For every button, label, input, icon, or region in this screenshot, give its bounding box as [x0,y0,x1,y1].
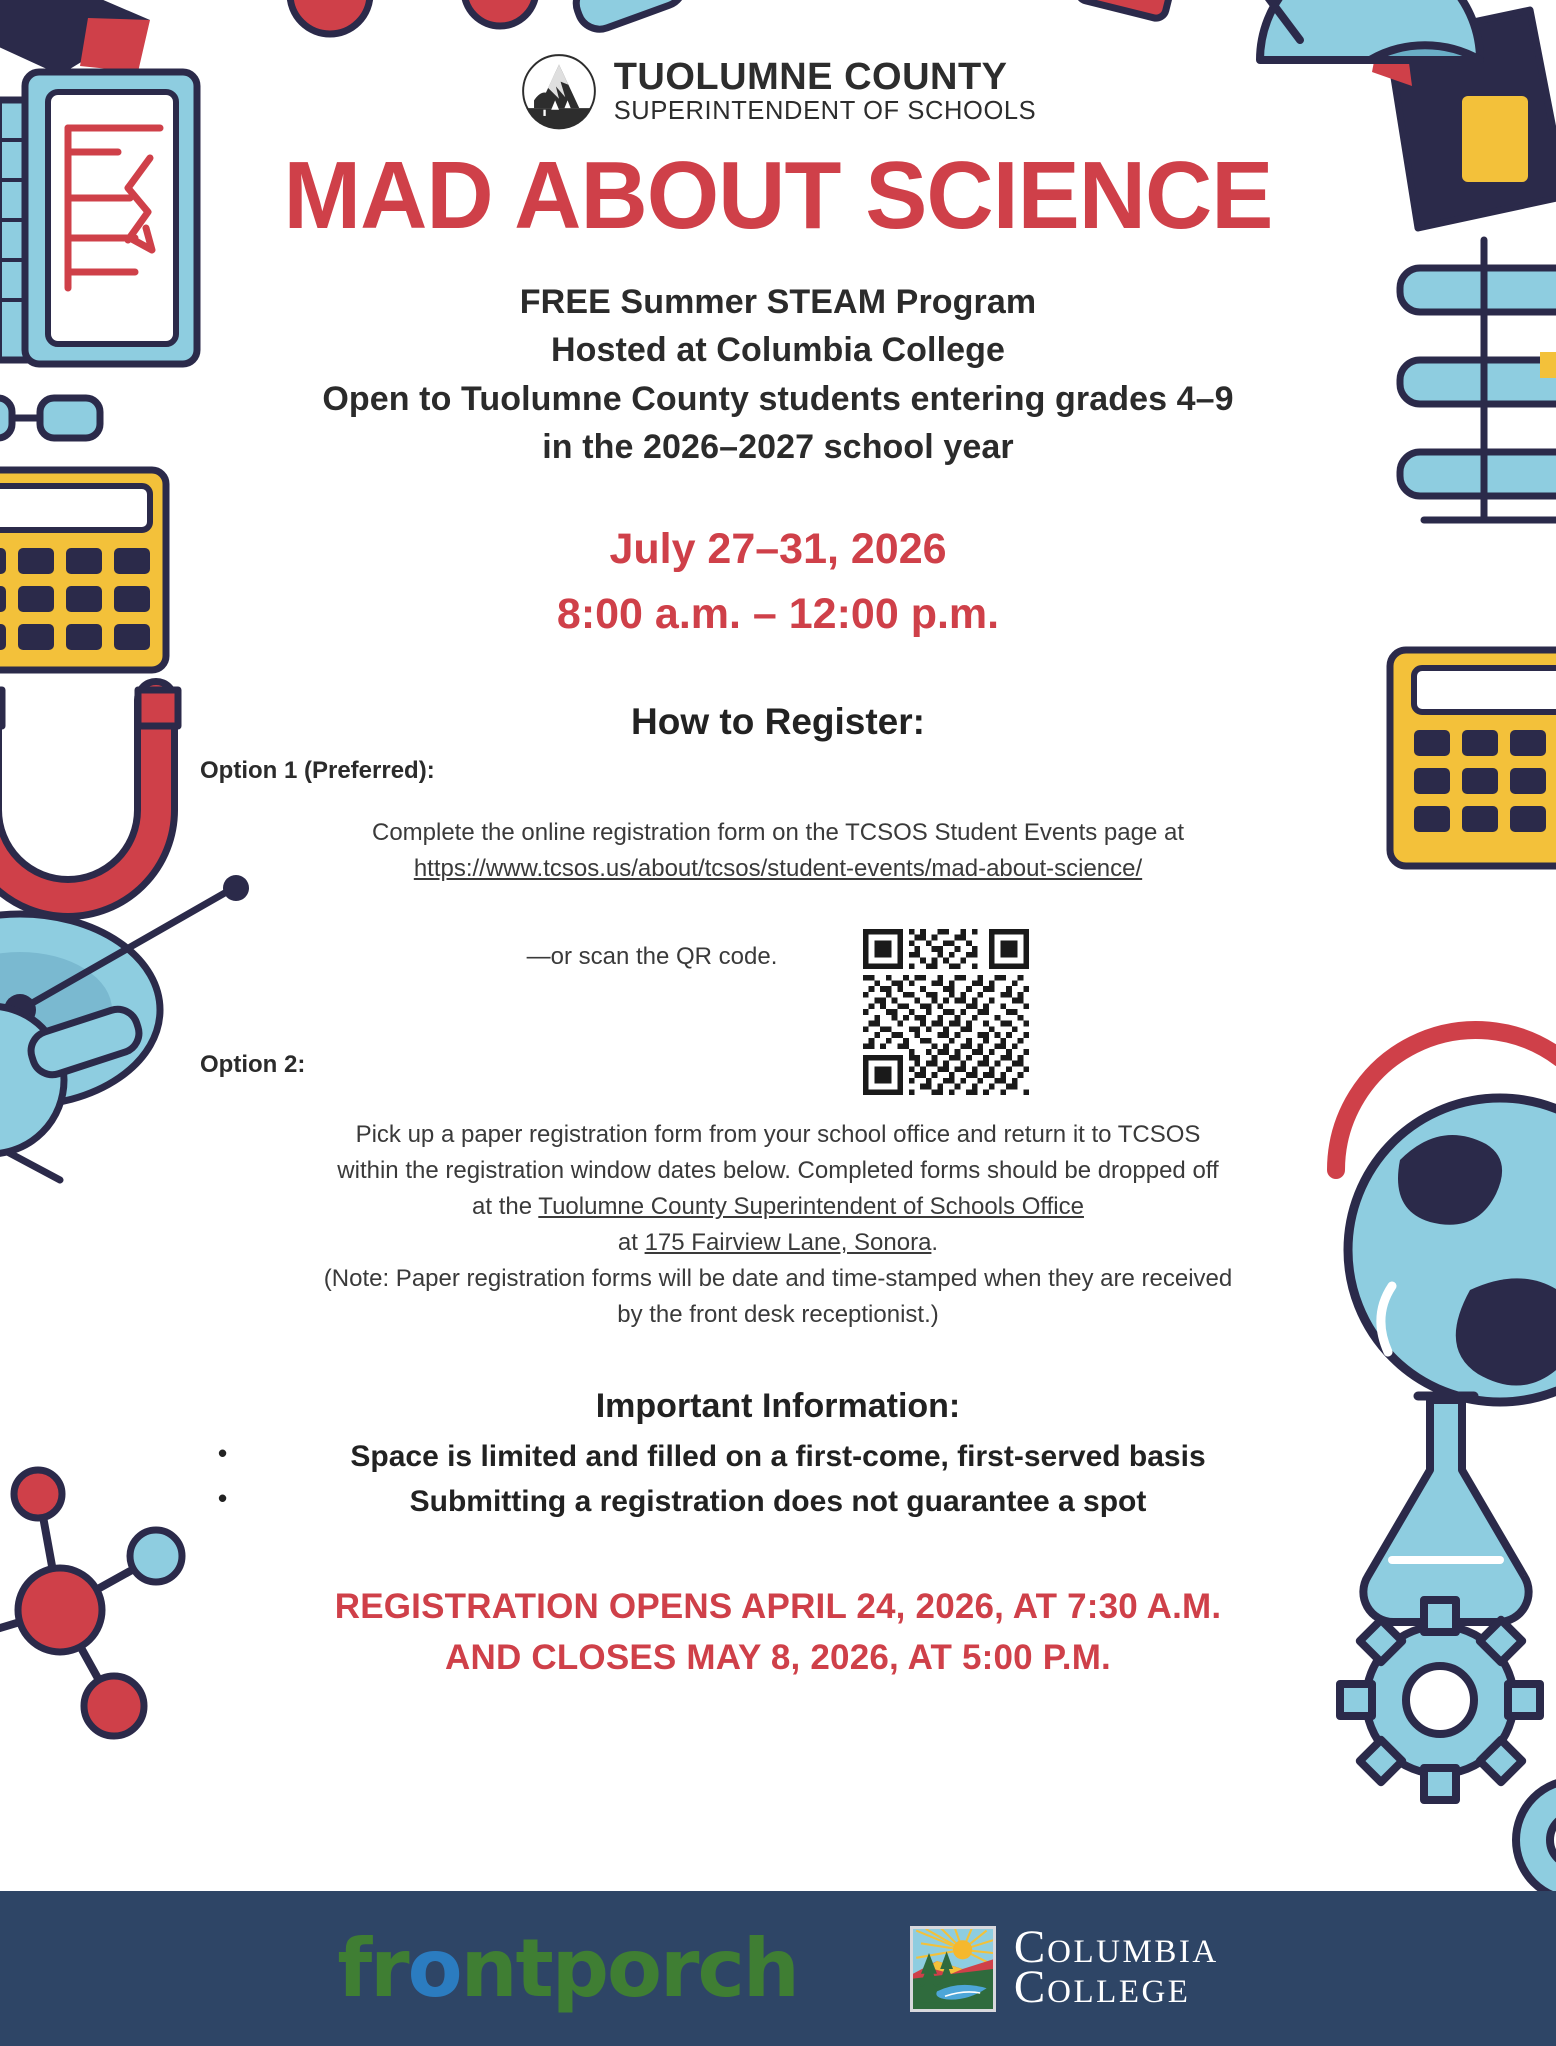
registration-window-block [200,1582,1356,1684]
option-2-line-1: Pick up a paper registration form from your school office and return it to TCSOS [355,1121,1201,1149]
subtitle-line-1: FREE Summer STEAM Program [519,283,1037,321]
list-item: • Space is limited and filled on a first-come, first-served basis [200,1434,1356,1479]
columbia-landscape-emblem-icon [910,1926,996,2012]
registration-opens-line: REGISTRATION OPENS APRIL 24, 2026, AT 7:30 A.M. [334,1587,1222,1627]
columbia-cap-c-1: C [1013,1921,1048,1974]
important-information-list [200,1434,1356,1524]
option-2-line-4-suffix: . [931,1229,939,1257]
registration-closes-line: AND CLOSES MAY 8, 2026, AT 5:00 P.M. [445,1637,1111,1677]
subtitle-line-3: Open to Tuolumne County students entering grades 4–9 [322,379,1234,418]
mountain-circle-logo-icon [520,52,598,130]
columbia-college-wordmark [1013,1921,1219,2013]
org-name-line2: SUPERINTENDENT OF SCHOOLS [613,96,1037,125]
tcsos-office-address: 175 Fairview Lane, Sonora [644,1229,932,1257]
event-dates [200,519,1356,645]
organization-wordmark [613,55,1037,125]
option-2-line-4 [200,1225,1356,1261]
option-2-line-2: within the registration window dates below. Completed forms should be dropped off [337,1157,1219,1185]
subtitle-line-2: Hosted at Columbia College [550,331,1006,370]
option-2-note-line-1: (Note: Paper registration forms will be date and time-stamped when they are received [323,1265,1233,1293]
sponsor-footer [0,1891,1556,2046]
page-title: MAD ABOUT SCIENCE [283,142,1273,249]
registration-url[interactable]: https://www.tcsos.us/about/tcsos/student-events/mad-about-science/ [413,855,1143,883]
option-2-line-3 [200,1189,1356,1225]
qr-caption: —or scan the QR code. [526,943,778,971]
event-date-range: July 27–31, 2026 [609,525,947,574]
columbia-cap-c-2: C [1013,1960,1048,2013]
option-1-body [200,815,1356,887]
subtitle-line-4: in the 2026–2027 school year [542,427,1014,466]
columbia-college-logo [910,1921,1219,2013]
subtitle-block [200,278,1356,471]
option-1-label: Option 1 (Preferred): [200,757,435,785]
frontporch-logo [337,1921,798,2015]
org-name-line1: TUOLUMNE COUNTY [613,55,1008,98]
organization-header [200,0,1356,125]
tcsos-office-name: Tuolumne County Superintendent of Schools Office [538,1193,1084,1221]
qr-code-icon[interactable] [863,929,1029,1095]
option-2-note-line-2: by the front desk receptionist.) [617,1301,939,1329]
frontporch-text-part2: ntporch [460,1921,798,2015]
option-2-label: Option 2: [200,1051,306,1079]
option-2-body [200,1117,1356,1333]
event-time-range: 8:00 a.m. – 12:00 p.m. [556,590,1000,639]
option-1-instructions: Complete the online registration form on the TCSOS Student Events page at [371,819,1184,847]
columbia-word-rest-2: OLLEGE [1047,1973,1191,2010]
option-2-line-4-prefix: at [617,1229,645,1257]
list-item: • Submitting a registration does not guarantee a spot [200,1479,1356,1524]
columbia-word-line-2 [1013,1960,1219,2013]
how-to-register-heading: How to Register: [631,701,925,743]
frontporch-blue-o: o [407,1921,461,2015]
columbia-word-rest-1: OLUMBIA [1047,1934,1219,1971]
frontporch-text-part1: fr [337,1921,408,2015]
important-information-heading: Important Information: [595,1387,961,1426]
option-2-line-3-prefix: at the [472,1193,539,1221]
